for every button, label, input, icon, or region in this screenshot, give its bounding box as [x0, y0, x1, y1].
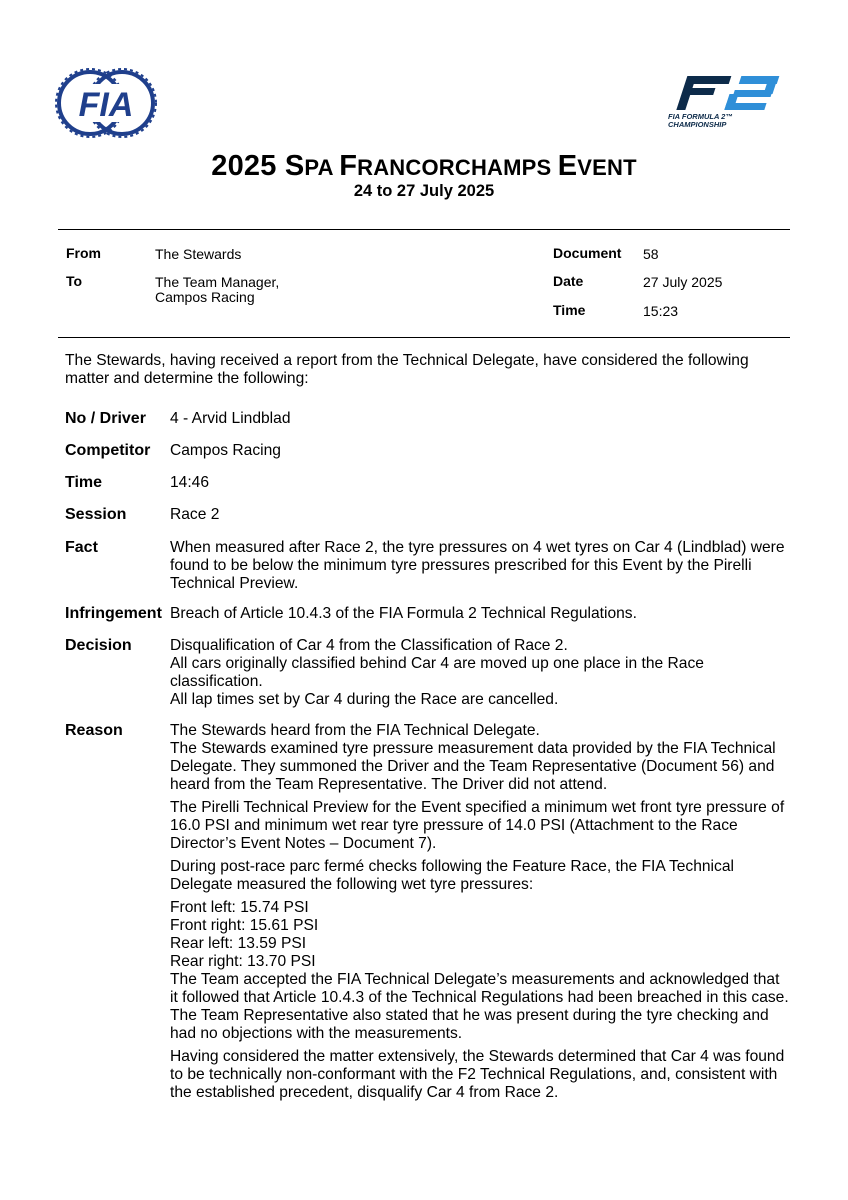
decision-label: Decision	[65, 637, 132, 654]
infringement-value: Breach of Article 10.4.3 of the FIA Formula 2 Technical Regulations.	[170, 605, 637, 622]
fia-logo-text: FIA	[78, 86, 134, 124]
reason-paragraph: During post-race parc fermé checks following the Feature Race, the FIA Technical Delegate measured the following wet tyre pressures:	[170, 858, 734, 893]
header-top-rule	[58, 229, 790, 230]
decision-line: Disqualification of Car 4 from the Classification of Race 2.	[170, 637, 568, 654]
pressure-item: Front right: 15.61 PSI	[170, 917, 319, 934]
session-label: Session	[65, 506, 127, 523]
time-value: 15:23	[643, 303, 679, 319]
pressure-item: Rear left: 13.59 PSI	[170, 935, 307, 952]
date-value: 27 July 2025	[643, 274, 723, 290]
reason-paragraph: Having considered the matter extensively, the Stewards determined that Car 4 was found to be technically non-conformant with the F2 Technical Regulations, and, consistent with the established precedent, disqualify Car 4 from Race 2.	[170, 1048, 785, 1101]
decision-line: All lap times set by Car 4 during the Race are cancelled.	[170, 691, 559, 708]
session-value: Race 2	[170, 506, 220, 523]
competitor-value: Campos Racing	[170, 442, 281, 459]
reason-label: Reason	[65, 722, 123, 739]
fact-value: When measured after Race 2, the tyre pressures on 4 wet tyres on Car 4 (Lindblad) were found to be below the minimum tyre pressures prescribed for this Event by the Pirelli Technical Preview.	[170, 539, 785, 592]
competitor-label: Competitor	[65, 442, 151, 459]
decision-value	[170, 637, 790, 709]
reason-paragraph: The Stewards heard from the FIA Technical Delegate. The Stewards examined tyre pressure measurement data provided by the FIA Technical Delegate. They summoned the Driver and the Team Representative (Document 56) and heard from the Team Representative. The Driver did not attend.	[170, 722, 776, 793]
infringement-label: Infringement	[65, 605, 162, 622]
driver-label: No / Driver	[65, 410, 146, 427]
to-value-line2: Campos Racing	[155, 289, 255, 305]
header-bottom-rule	[58, 337, 790, 338]
from-value: The Stewards	[155, 246, 242, 262]
f2-logo-caption: FIA FORMULA 2™ CHAMPIONSHIP	[668, 112, 733, 129]
from-label: From	[66, 245, 101, 261]
reason-value	[170, 722, 790, 1107]
event-dates: 24 to 27 July 2025	[353, 182, 495, 200]
document-value: 58	[643, 246, 659, 262]
time-label: Time	[553, 302, 586, 318]
time-field-label: Time	[65, 474, 103, 491]
page-title: 2025 SPA FRANCORCHAMPS EVENT	[211, 150, 637, 182]
to-value-line1: The Team Manager,	[155, 274, 280, 290]
pressure-item: Front left: 15.74 PSI	[170, 899, 309, 916]
time-field-value: 14:46	[170, 474, 210, 491]
document-label: Document	[553, 245, 622, 261]
pressure-item: Rear right: 13.70 PSI	[170, 953, 316, 970]
date-label: Date	[553, 273, 584, 289]
fact-label: Fact	[65, 539, 98, 556]
decision-line: All cars originally classified behind Car 4 are moved up one place in the Race classification.	[170, 655, 704, 690]
fia-logo	[55, 68, 157, 138]
driver-value: 4 - Arvid Lindblad	[170, 410, 291, 427]
intro-paragraph: The Stewards, having received a report from the Technical Delegate, have considered the following matter and determine the following:	[65, 352, 749, 387]
to-label: To	[66, 273, 83, 289]
reason-paragraph: The Pirelli Technical Preview for the Event specified a minimum wet front tyre pressure of 16.0 PSI and minimum wet rear tyre pressure of 14.0 PSI (Attachment to the Race Director’s Event Notes – Document 7).	[170, 799, 785, 852]
reason-paragraph: Front left: 15.74 PSI Front right: 15.61 PSI Rear left: 13.59 PSI Rear right: 13.70 PSI The Team accepted the FIA Technical Delegate’s measurements and acknowledged that it followed that Article 10.4.3 of the Technical Regulations had been breached in this case. The Team Representative also stated that he was present during the tyre checking and had no objections with the measurements.	[170, 899, 789, 1042]
